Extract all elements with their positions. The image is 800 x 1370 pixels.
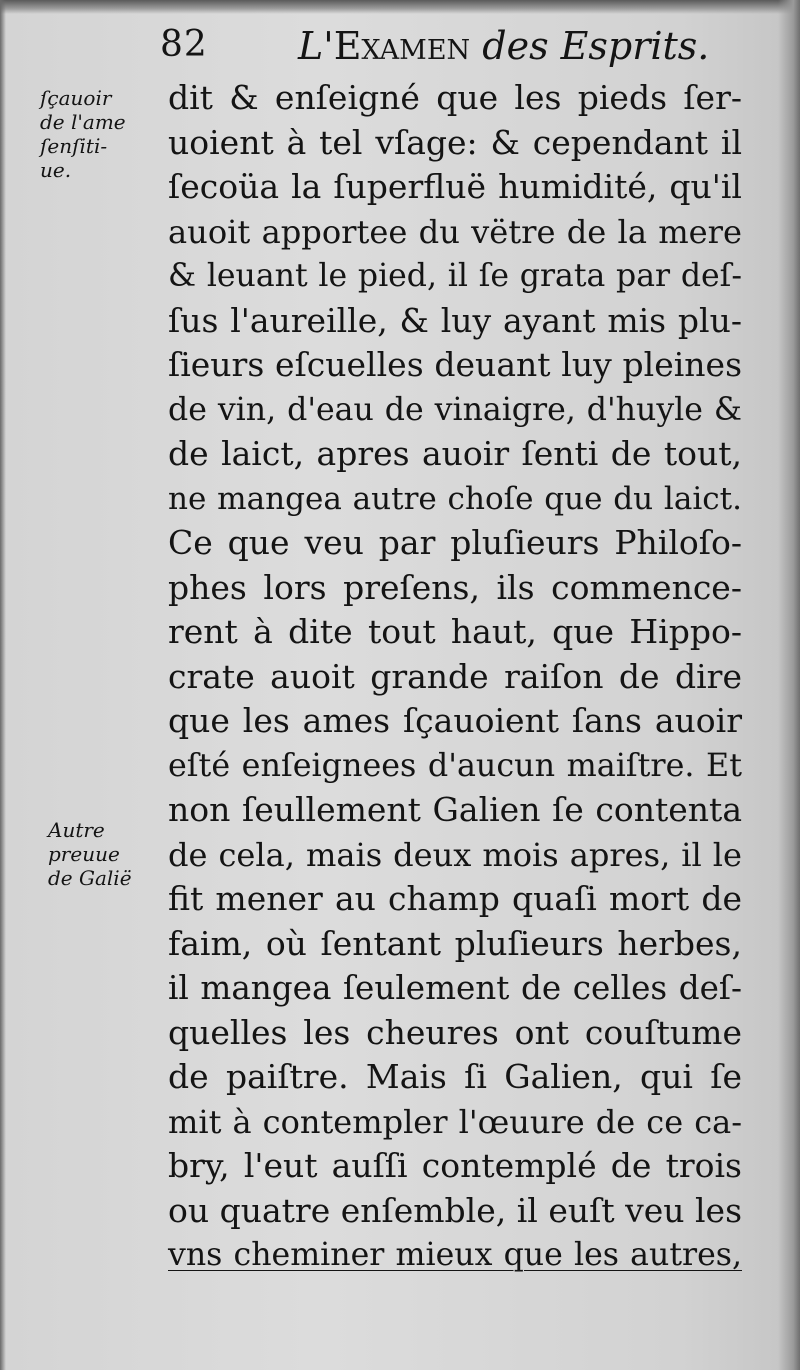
text-line: crate auoit grande raiſon de dire (168, 656, 742, 696)
text-line: ſus l'aureille, & luy ayant mis plu- (168, 300, 742, 340)
text-line: & leuant le pied, il ſe grata par deſ- (168, 258, 742, 294)
running-title-caps: Examen (333, 24, 471, 68)
margin-notes (40, 80, 160, 1280)
running-title-prefix: L' (298, 24, 334, 68)
margin-note-line: de l'ame (40, 110, 126, 134)
text-line: mit à contempler l'œuure de ce ca- (168, 1102, 742, 1141)
text-line: ſecoüa la ſuperfluë humidité, qu'il (168, 167, 742, 206)
text-line: il mangea ſeulement de celles deſ- (168, 969, 742, 1007)
text-line: de vin, d'eau de vinaigre, d'huyle & (168, 391, 742, 428)
text-line: dit & enſeigné que les pieds ſer- (168, 78, 742, 117)
margin-note-line: Autre (48, 818, 105, 842)
page-header (150, 22, 710, 78)
margin-note-ame-sensitive (40, 86, 126, 182)
text-line: quelles les cheures ont couſtume (168, 1012, 742, 1052)
margin-note-line: preuue (48, 842, 120, 866)
text-line: auoit apportee du vëtre de la mere (168, 212, 742, 251)
text-line: rent à dite tout haut, que Hippo- (168, 612, 742, 651)
margin-note-line: ſenſiti- (40, 134, 108, 158)
body-text (168, 76, 742, 1286)
text-line: ne mangea autre choſe que du laict. (168, 480, 742, 517)
running-title-rest: des Esprits. (470, 24, 710, 68)
text-line: Ce que veu par pluſieurs Philoſo- (168, 523, 742, 562)
text-line: non ſeullement Galien ſe contenta (168, 790, 742, 829)
text-line: ſieurs eſcuelles deuant luy pleines (168, 345, 742, 384)
page-number: 82 (160, 24, 208, 65)
margin-note-line: ue. (40, 158, 72, 182)
text-line: fit mener au champ quaſi mort de (168, 879, 742, 918)
text-line: de cela, mais deux mois apres, il le (168, 835, 742, 874)
text-line: eſté enſeignees d'aucun maiſtre. Et (168, 747, 742, 784)
page-top-shadow (0, 0, 800, 14)
page-left-shadow (0, 0, 6, 1370)
text-line: de laict, apres auoir ſenti de tout, (168, 434, 742, 473)
margin-note-line: ſçauoir (40, 86, 112, 110)
text-line: bry, l'eut auſſi contemplé de trois (168, 1146, 742, 1185)
text-line: de paiſtre. Mais ſi Galien, qui ſe (168, 1057, 742, 1096)
running-title (298, 24, 709, 68)
margin-note-line: de Galië (48, 866, 132, 890)
text-line: phes lors preſens, ils commence- (168, 567, 742, 607)
page-gutter-shadow (778, 0, 800, 1370)
text-line: que les ames ſçauoient ſans auoir (168, 701, 742, 740)
text-line: uoient à tel vſage: & cependant il (168, 122, 742, 162)
text-line: faim, où ſentant pluſieurs herbes, (168, 923, 742, 963)
text-line: ou quatre enſemble, il euſt veu les (168, 1190, 743, 1230)
text-line: vns cheminer mieux que les autres, (168, 1237, 742, 1273)
margin-note-autre-preuve (48, 818, 132, 890)
